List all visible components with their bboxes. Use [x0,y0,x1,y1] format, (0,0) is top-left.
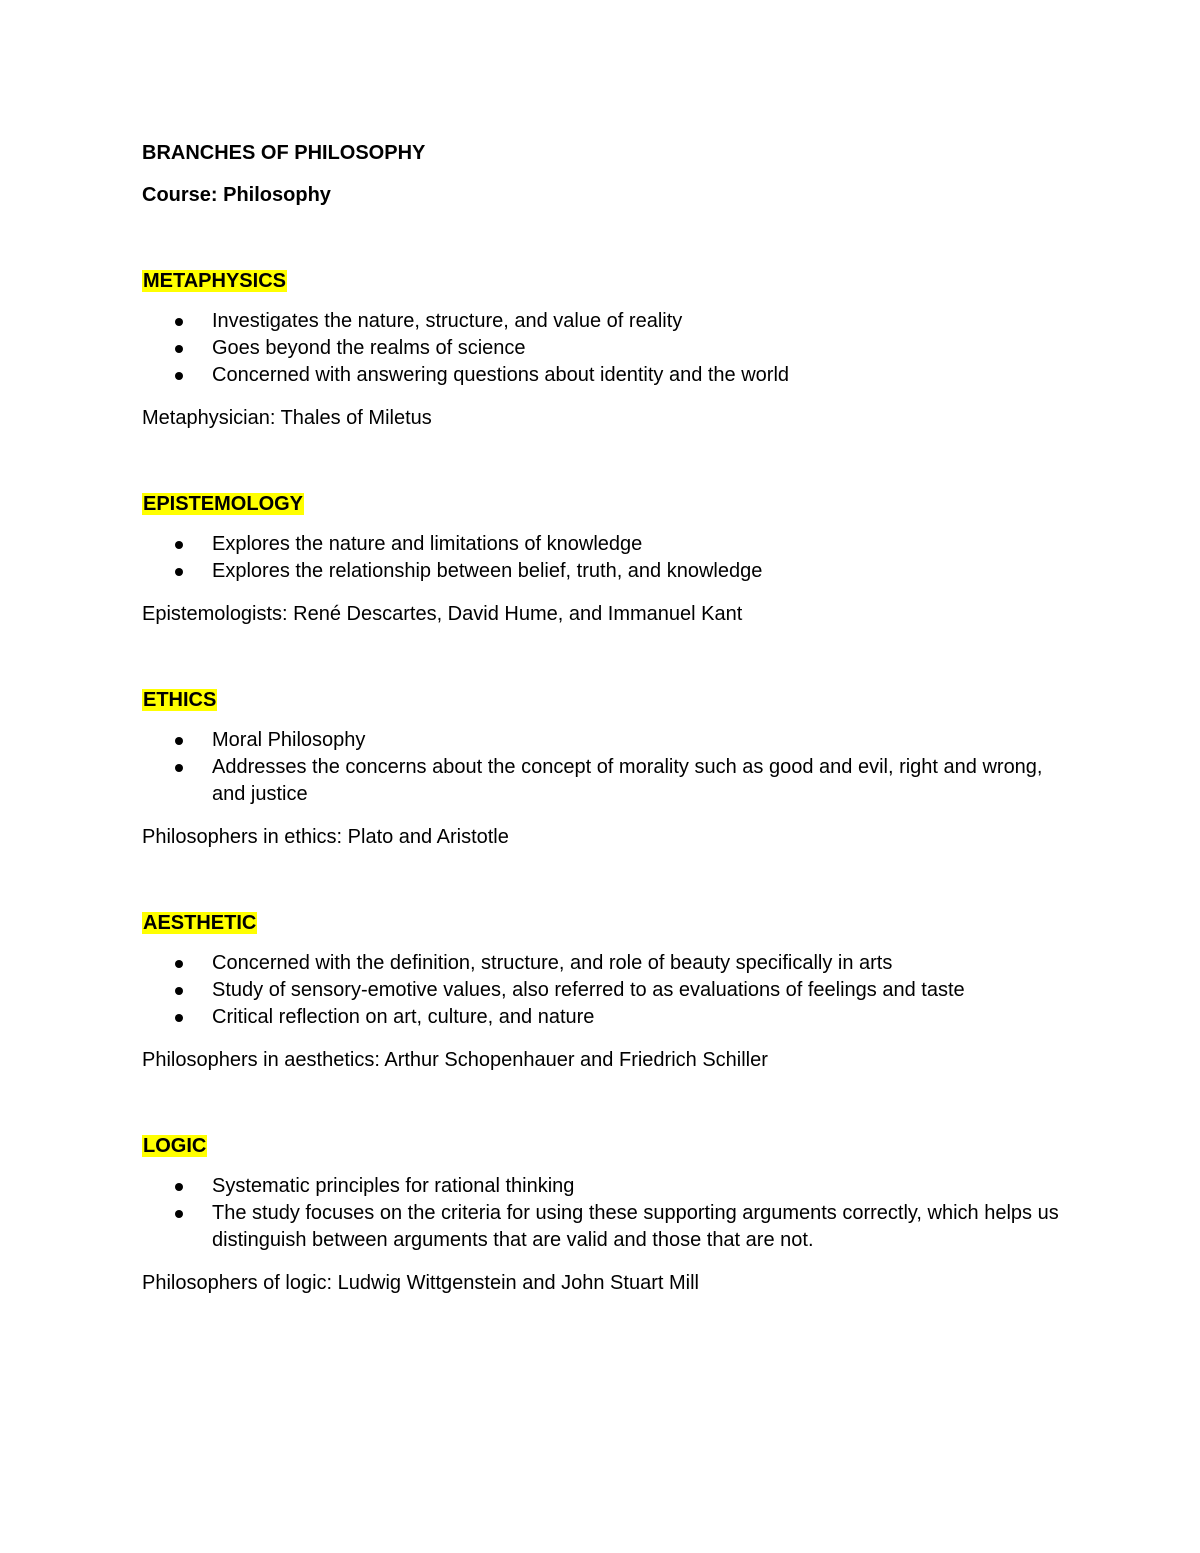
list-item [142,950,1062,977]
list-item [142,558,1062,585]
highlighted-heading: EPISTEMOLOGY [143,493,304,515]
list-item [142,1173,1062,1200]
list-item [142,362,1062,389]
list-item [142,754,1062,808]
highlighted-heading: METAPHYSICS [143,270,286,292]
list-item-text: Concerned with the definition, structure, and role of beauty specifically in arts [212,952,893,974]
list-item [142,1004,1062,1031]
bullet-icon [175,1210,183,1218]
bullet-icon [175,960,183,968]
bullet-icon [175,372,183,380]
philosophers-note: Philosophers of logic: Ludwig Wittgenstein and John Stuart Mill [142,1272,699,1294]
bullet-list [142,950,1062,1031]
list-item [142,335,1062,362]
highlighted-heading: LOGIC [143,1135,207,1157]
list-item-text: Investigates the nature, structure, and value of reality [212,310,683,332]
list-item-text: Explores the relationship between belief, truth, and knowledge [212,560,763,582]
philosophers-note: Epistemologists: René Descartes, David Hume, and Immanuel Kant [142,603,743,625]
section-logic [142,1131,1062,1298]
bullet-list [142,308,1062,389]
list-item-text: Moral Philosophy [212,729,366,751]
philosophers-note: Metaphysician: Thales of Miletus [142,407,432,429]
list-item [142,1200,1062,1254]
bullet-list [142,727,1062,808]
bullet-list [142,1173,1062,1254]
list-item-text: The study focuses on the criteria for using these supporting arguments correctly, which helps us distinguish between arguments that are valid and those that are not. [212,1202,1059,1251]
bullet-icon [175,568,183,576]
list-item-text: Addresses the concerns about the concept of morality such as good and evil, right and wrong, and justice [212,756,1043,805]
section-metaphysics [142,266,1062,433]
section-heading [142,1131,1062,1161]
list-item-text: Critical reflection on art, culture, and nature [212,1006,595,1028]
document-title: BRANCHES OF PHILOSOPHY [142,142,426,164]
list-item-text: Goes beyond the realms of science [212,337,526,359]
section-heading [142,685,1062,715]
section-ethics [142,685,1062,852]
list-item-text: Systematic principles for rational thinking [212,1175,575,1197]
section-heading [142,266,1062,296]
philosophers-note: Philosophers in ethics: Plato and Aristotle [142,826,509,848]
bullet-list [142,531,1062,585]
bullet-icon [175,737,183,745]
section-heading [142,489,1062,519]
list-item [142,727,1062,754]
list-item-text: Concerned with answering questions about identity and the world [212,364,790,386]
list-item-text: Study of sensory-emotive values, also referred to as evaluations of feelings and taste [212,979,965,1001]
bullet-icon [175,345,183,353]
document-page [142,138,1062,1354]
section-aesthetic [142,908,1062,1075]
section-heading [142,908,1062,938]
list-item [142,977,1062,1004]
bullet-icon [175,764,183,772]
list-item [142,308,1062,335]
list-item [142,531,1062,558]
bullet-icon [175,541,183,549]
bullet-icon [175,1183,183,1191]
bullet-icon [175,318,183,326]
section-epistemology [142,489,1062,629]
highlighted-heading: AESTHETIC [143,912,257,934]
bullet-icon [175,987,183,995]
course-label: Course: Philosophy [142,184,331,206]
list-item-text: Explores the nature and limitations of knowledge [212,533,643,555]
bullet-icon [175,1014,183,1022]
highlighted-heading: ETHICS [143,689,217,711]
philosophers-note: Philosophers in aesthetics: Arthur Schopenhauer and Friedrich Schiller [142,1049,768,1071]
